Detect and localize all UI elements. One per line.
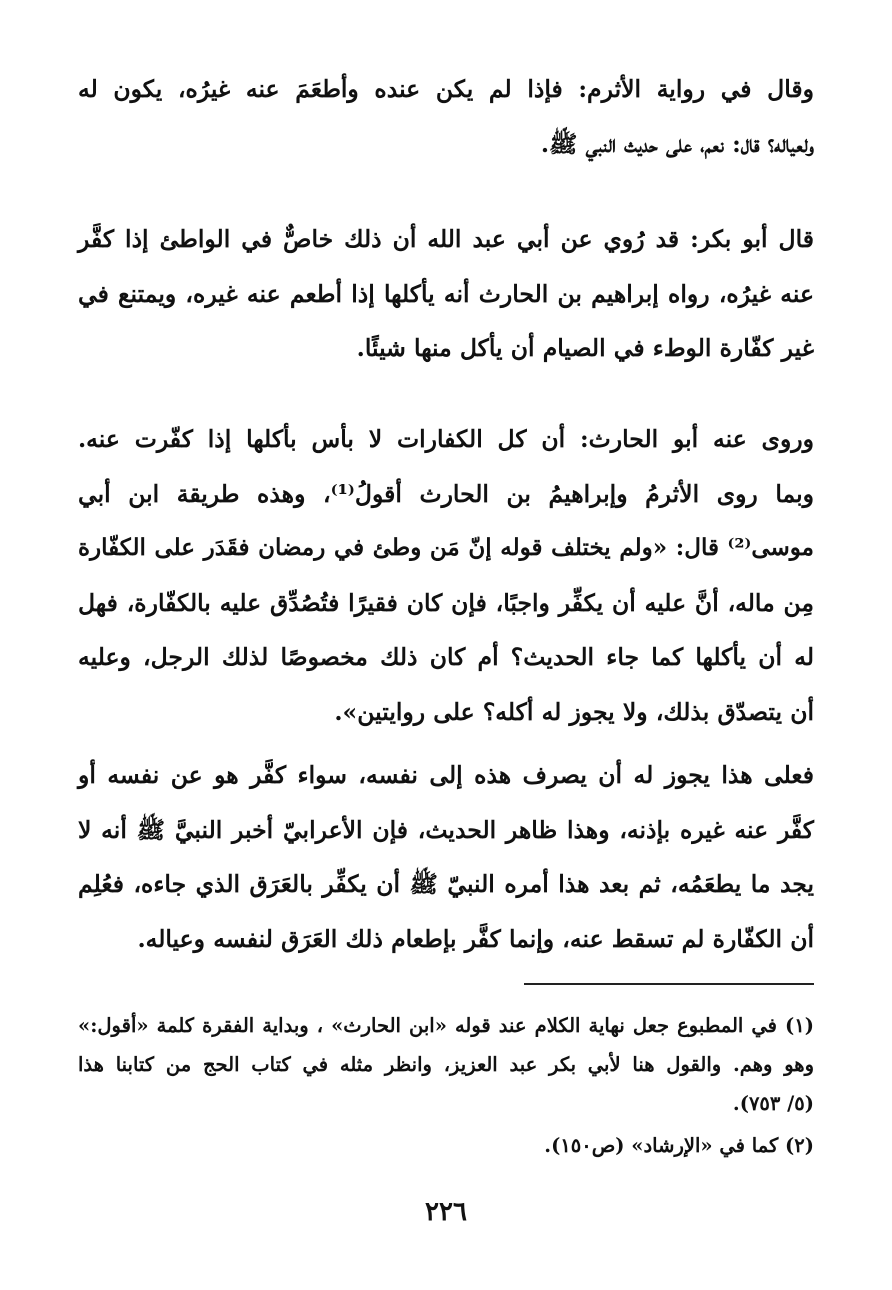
text-line: له أن يأكلها كما جاء الحديث؟ أم كان ذلك مخصوصًا لذلك الرجل، وعليه [78, 643, 814, 671]
footnotes [78, 1006, 814, 1168]
page-number: ٢٢٦ [425, 1197, 467, 1227]
text-line: مِن ماله، أنَّ عليه أن يكفِّر واجبًا، فإن كان فقيرًا فتُصُدِّق عليه بالكفّارة، فهل [78, 588, 814, 617]
text-line: أن الكفّارة لم تسقط عنه، وإنما كفَّر بإطعام ذلك العَرَق لنفسه وعياله. [137, 924, 814, 953]
text-line: أن يتصدّق بذلك، ولا يجوز له أكله؟ على روايتين». [334, 697, 814, 726]
text-line: قال أبو بكر: قد رُوي عن أبي عبد الله أن ذلك خاصٌّ في الواطئ إذا كفَّر [78, 225, 814, 253]
footnote-line: (١) في المطبوع جعل نهاية الكلام عند قوله «ابن الحارث» ، وبداية الفقرة كلمة «أقول:» [78, 1014, 814, 1037]
text-line: ولعياله؟ قال: نعم، على حديث النبي ﷺ. [540, 129, 814, 158]
footnote-1 [78, 1006, 814, 1123]
text-line: فعلى هذا يجوز له أن يصرف هذه إلى نفسه، سواء كفَّر هو عن نفسه أو [78, 761, 814, 789]
footnote-separator [524, 983, 814, 985]
text-line: موسى⁽²⁾ قال: «ولم يختلف قوله إنّ مَن وطئ في رمضان فقَدَر على الكفّارة [78, 534, 814, 561]
text-line: عنه غيرُه، رواه إبراهيم بن الحارث أنه يأكلها إذا أطعم عنه غيره، ويمتنع في [78, 279, 814, 308]
footnote-2 [78, 1126, 814, 1165]
text-line: وروى عنه أبو الحارث: أن كل الكفارات لا بأس بأكلها إذا كفّرت عنه. [78, 425, 814, 453]
text-line: وبما روى الأثرمُ وإبراهيمُ بن الحارث أقولُ⁽¹⁾، وهذه طريقة ابن أبي [78, 479, 814, 508]
text-line: غير كفّارة الوطء في الصيام أن يأكل منها شيئًا. [356, 334, 814, 362]
text-line: وقال في رواية الأثرم: فإذا لم يكن عنده وأطعَمَ عنه غيرُه، يكون له [78, 75, 814, 103]
footnote-line: (٢) كما في «الإرشاد» (ص١٥٠). [544, 1134, 814, 1157]
paragraph-abu-al-harith [78, 412, 814, 739]
paragraph-abu-bakr [78, 212, 814, 376]
text-line: كفَّر عنه غيره بإذنه، وهذا ظاهر الحديث، فإن الأعرابيّ أخبر النبيَّ ﷺ أنه لا [78, 815, 814, 844]
paragraph-athram-narration [78, 62, 814, 171]
footnote-line: وهو وهم. والقول هنا لأبي بكر عبد العزيز، وانظر مثله في كتاب الحج من كتابنا هذا [78, 1053, 814, 1076]
footnote-line: (٥/ ٧٥٣). [732, 1092, 814, 1115]
text-line: يجد ما يطعَمُه، ثم بعد هذا أمره النبيّ ﷺ أن يكفِّر بالعَرَق الذي جاءه، فعُلِم [78, 870, 814, 898]
book-page [78, 62, 814, 1262]
paragraph-conclusion [78, 748, 814, 966]
